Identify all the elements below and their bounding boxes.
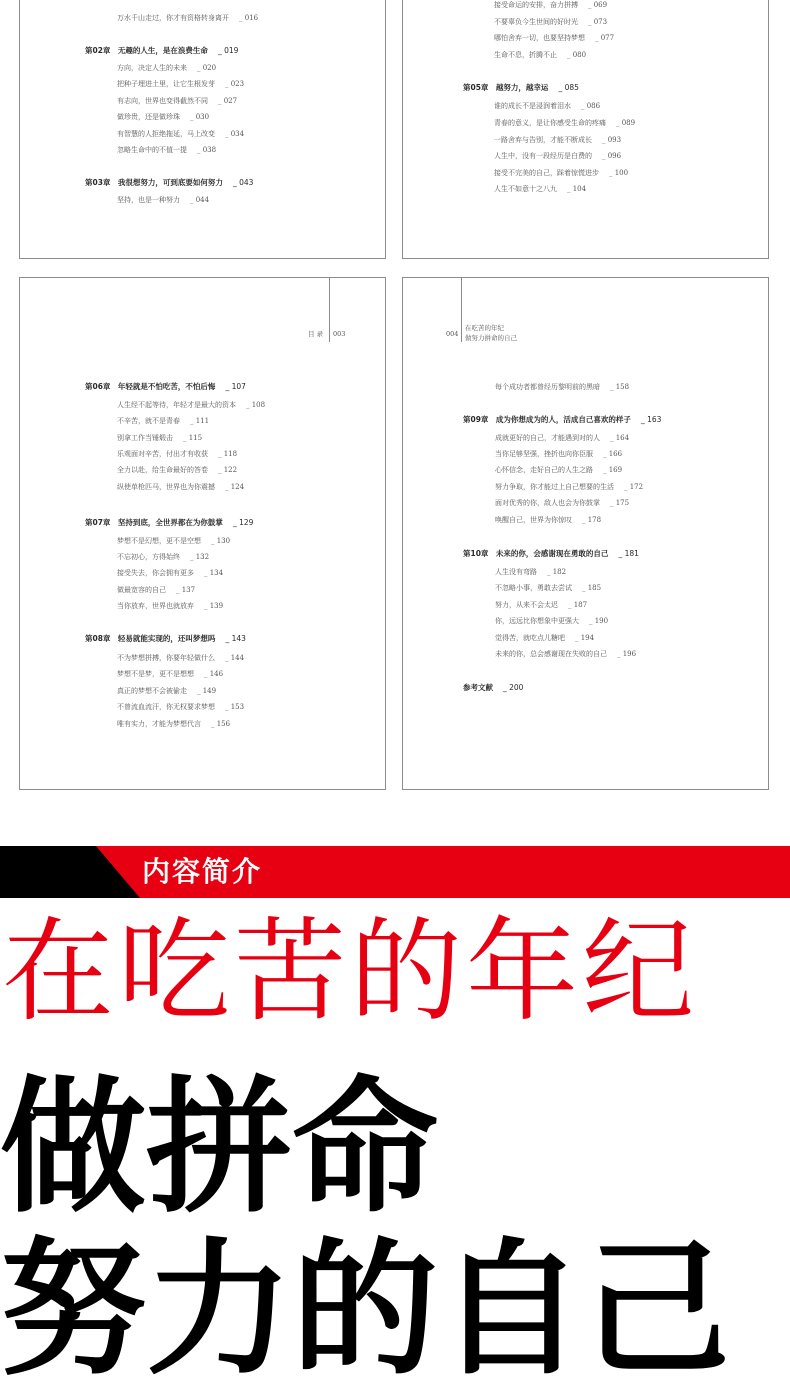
entry-page-number: _ 149 <box>197 687 217 695</box>
entry-page-number: _ 153 <box>225 703 245 711</box>
toc-entry <box>117 552 209 562</box>
entry-page-number: _ 122 <box>218 466 238 474</box>
entry-title: 乐观面对辛苦，付出才有收获 <box>117 450 208 458</box>
chapter-heading <box>85 382 246 392</box>
entry-title: 接受不完美的自己，踩着惊慌进步 <box>494 169 599 177</box>
headline-line-1: 在吃苦的年纪 <box>2 907 698 1037</box>
entry-title: 成就更好的自己，才能遇到对的人 <box>495 434 600 442</box>
entry-title: 人生经不起等待，年轻才是最大的资本 <box>117 401 236 409</box>
entry-title: 青春的意义，是让你感受生命的疼痛 <box>494 119 606 127</box>
entry-title: 面对优秀的你，敌人也会为你鼓掌 <box>495 499 600 507</box>
entry-title: 方向，决定人生的未来 <box>117 64 187 72</box>
entry-title: 做最宽容的自己 <box>117 586 166 594</box>
entry-title: 第03章 我很想努力，可到底要如何努力 <box>85 178 223 187</box>
entry-title: 第10章 未来的你，会感谢现在勇敢的自己 <box>463 549 609 558</box>
entry-title: 真正的梦想不会被偷走 <box>117 687 187 695</box>
entry-page-number: _ 023 <box>225 80 245 88</box>
toc-entry <box>117 536 230 546</box>
toc-entry <box>117 400 265 410</box>
entry-page-number: _ 164 <box>610 434 630 442</box>
entry-title: 当你足够坚强，挫折也向你臣服 <box>495 450 593 458</box>
toc-entry <box>117 416 209 426</box>
entry-title: 哪怕舍弃一切，也要坚持梦想 <box>494 34 585 42</box>
toc-entry <box>494 118 635 128</box>
entry-page-number: _ 016 <box>239 14 259 22</box>
banner-title: 内容简介 <box>142 855 263 888</box>
entry-title: 人生中，没有一段经历是白费的 <box>494 152 592 160</box>
toc-entry <box>494 151 621 161</box>
toc-entry <box>495 449 622 459</box>
toc-entry <box>495 567 566 577</box>
entry-title: 未来的你，总会感谢现在失败的自己 <box>495 650 607 658</box>
entry-title: 第02章 无趣的人生，是在浪费生命 <box>85 46 208 55</box>
entry-page-number: _ 107 <box>225 382 246 391</box>
toc-entry <box>495 433 629 443</box>
entry-page-number: _ 132 <box>190 553 210 561</box>
references-entry <box>463 683 523 693</box>
entry-title: 有智慧的人拒绝拖延，马上改变 <box>117 130 215 138</box>
headline-line-2: 做拼命 <box>0 1063 438 1233</box>
entry-title: 第08章 轻易就能实现的，还叫梦想吗 <box>85 634 216 643</box>
entry-title: 接受命运的安排，奋力拼搏 <box>494 1 578 9</box>
toc-entry <box>117 585 195 595</box>
toc-entry <box>117 433 202 443</box>
entry-title: 当你放弃，世界也就放弃 <box>117 602 194 610</box>
toc-entry <box>494 135 621 145</box>
entry-page-number: _ 172 <box>624 483 644 491</box>
toc-entry <box>494 168 628 178</box>
entry-page-number: _ 073 <box>588 18 608 26</box>
entry-page-number: _ 194 <box>575 634 595 642</box>
toc-entry <box>117 13 258 23</box>
entry-page-number: _ 139 <box>204 602 224 610</box>
page-header-number: 003 <box>333 330 346 338</box>
toc-entry <box>495 616 608 626</box>
chapter-heading <box>85 518 253 528</box>
entry-page-number: _ 146 <box>204 670 224 678</box>
entry-title: 第05章 越努力，越幸运 <box>463 83 549 92</box>
entry-title: 不忘初心，方得始终 <box>117 553 180 561</box>
entry-page-number: _ 044 <box>190 196 210 204</box>
toc-entry <box>117 601 223 611</box>
entry-title: 梦想不是幻想，更不是空想 <box>117 537 201 545</box>
entry-title: 第09章 成为你想成为的人，活成自己喜欢的样子 <box>463 415 631 424</box>
entry-title: 万水千山走过，你才有资格转身离开 <box>117 14 229 22</box>
toc-entry <box>117 702 244 712</box>
toc-page-1 <box>19 0 386 259</box>
entry-title: 不辛苦，就不是青春 <box>117 417 180 425</box>
entry-title: 第07章 坚持到底，全世界都在为你鼓掌 <box>85 518 223 527</box>
entry-page-number: _ 020 <box>197 64 217 72</box>
toc-entry <box>117 63 216 73</box>
chapter-heading <box>85 178 253 188</box>
entry-page-number: _ 166 <box>603 450 623 458</box>
headline-line-3: 努力的自己 <box>0 1225 730 1395</box>
entry-title: 努力争取，你才能过上自己想要的生活 <box>495 483 614 491</box>
entry-title: 不忽略小事，勇敢去尝试 <box>495 584 572 592</box>
entry-page-number: _ 093 <box>602 136 622 144</box>
toc-entry <box>117 129 244 139</box>
entry-page-number: _ 124 <box>225 483 245 491</box>
toc-entry <box>117 719 230 729</box>
entry-page-number: _ 137 <box>176 586 196 594</box>
entry-title: 唤醒自己，世界为你惊叹 <box>495 516 572 524</box>
toc-entry <box>117 145 216 155</box>
entry-page-number: _ 158 <box>610 383 630 391</box>
section-banner <box>0 846 790 898</box>
entry-title: 人生不如意十之八九 <box>494 185 557 193</box>
page-header-label: 目 录 <box>308 330 324 338</box>
entry-page-number: _ 190 <box>589 617 609 625</box>
page-header-book-title: 在吃苦的年纪 <box>465 324 504 332</box>
entry-page-number: _ 019 <box>217 46 239 55</box>
entry-title: 参考文献 <box>463 683 493 692</box>
entry-title: 人生没有弯路 <box>495 568 537 576</box>
toc-entry <box>117 653 244 663</box>
entry-title: 一路舍弃与告别，才能不断成长 <box>494 136 592 144</box>
entry-title: 做珍贵，还是做珍珠 <box>117 113 180 121</box>
toc-entry <box>494 184 586 194</box>
entry-title: 忽略生命中的不值一提 <box>117 146 187 154</box>
entry-title: 心怀信念，走好自己的人生之路 <box>495 466 593 474</box>
toc-entry <box>494 17 607 27</box>
entry-page-number: _ 196 <box>617 650 637 658</box>
toc-entry <box>495 583 601 593</box>
chapter-heading <box>85 46 238 56</box>
toc-entry <box>117 482 244 492</box>
toc-entry <box>117 669 223 679</box>
entry-title: 第06章 年轻就是不怕吃苦，不怕后悔 <box>85 382 216 391</box>
page-header-number: 004 <box>446 330 459 338</box>
entry-page-number: _ 100 <box>609 169 629 177</box>
toc-entry <box>495 600 587 610</box>
entry-title: 全力以赴，给生命最好的答卷 <box>117 466 208 474</box>
entry-page-number: _ 182 <box>547 568 567 576</box>
toc-entry <box>495 382 629 392</box>
toc-page-3 <box>19 277 386 790</box>
page-header-book-subtitle: 做努力拼命的自己 <box>465 334 517 342</box>
entry-page-number: _ 085 <box>558 83 579 92</box>
toc-entry <box>117 79 244 89</box>
chapter-heading <box>463 415 661 425</box>
entry-page-number: _ 077 <box>595 34 615 42</box>
entry-page-number: _ 069 <box>588 1 608 9</box>
toc-entry <box>494 33 614 43</box>
entry-page-number: _ 115 <box>183 434 203 442</box>
entry-page-number: _ 178 <box>582 516 602 524</box>
entry-page-number: _ 096 <box>602 152 622 160</box>
entry-title: 生命不息，折腾不止 <box>494 51 557 59</box>
toc-entry <box>494 101 600 111</box>
entry-title: 每个成功者都曾经历黎明前的黑暗 <box>495 383 600 391</box>
entry-title: 觉得苦，就吃点儿糖吧 <box>495 634 565 642</box>
entry-page-number: _ 163 <box>640 415 662 424</box>
entry-page-number: _ 134 <box>204 569 224 577</box>
toc-entry <box>495 515 601 525</box>
entry-title: 唯有实力，才能为梦想代言 <box>117 720 201 728</box>
entry-page-number: _ 156 <box>211 720 231 728</box>
entry-page-number: _ 144 <box>225 654 245 662</box>
chapter-heading <box>463 83 579 93</box>
toc-entry <box>495 649 636 659</box>
toc-entry <box>495 482 643 492</box>
entry-page-number: _ 027 <box>218 97 238 105</box>
toc-entry <box>117 112 209 122</box>
entry-page-number: _ 185 <box>582 584 602 592</box>
entry-page-number: _ 118 <box>218 450 238 458</box>
header-divider <box>329 278 330 342</box>
entry-page-number: _ 108 <box>246 401 266 409</box>
toc-entry <box>117 195 209 205</box>
entry-page-number: _ 104 <box>567 185 587 193</box>
toc-page-4 <box>402 277 769 790</box>
entry-title: 不曾流血流汗，你无权要求梦想 <box>117 703 215 711</box>
entry-title: 别拿工作当锤煅击 <box>117 434 173 442</box>
entry-title: 坚持，也是一种努力 <box>117 196 180 204</box>
entry-page-number: _ 169 <box>603 466 623 474</box>
entry-title: 谁的成长不是浸润着泪水 <box>494 102 571 110</box>
entry-title: 你，远远比你想象中更强大 <box>495 617 579 625</box>
entry-page-number: _ 080 <box>567 51 587 59</box>
entry-title: 接受失去，你会拥有更多 <box>117 569 194 577</box>
entry-page-number: _ 181 <box>618 549 639 558</box>
toc-entry <box>117 449 237 459</box>
entry-page-number: _ 111 <box>190 417 210 425</box>
entry-page-number: _ 034 <box>225 130 245 138</box>
toc-entry <box>495 633 594 643</box>
banner-black-wedge <box>0 846 140 898</box>
entry-title: 有志向，世界也变得截然不同 <box>117 97 208 105</box>
entry-page-number: _ 200 <box>503 683 524 692</box>
entry-title: 把种子埋进土里，让它生根发芽 <box>117 80 215 88</box>
entry-title: 纵使单枪匹马，世界也为你震撼 <box>117 483 215 491</box>
toc-entry <box>117 465 237 475</box>
chapter-heading <box>85 634 246 644</box>
entry-page-number: _ 043 <box>232 178 254 187</box>
entry-title: 不为梦想拼搏，你要年轻做什么 <box>117 654 215 662</box>
entry-page-number: _ 030 <box>190 113 210 121</box>
toc-entry <box>495 498 629 508</box>
entry-page-number: _ 038 <box>197 146 217 154</box>
toc-entry <box>494 0 607 10</box>
entry-title: 努力，从来不会太迟 <box>495 601 558 609</box>
toc-entry <box>117 686 216 696</box>
chapter-heading <box>463 549 639 559</box>
toc-entry <box>495 465 622 475</box>
toc-page-2 <box>402 0 769 259</box>
entry-title: 不要辜负今生世间的好时光 <box>494 18 578 26</box>
toc-entry <box>117 568 223 578</box>
entry-page-number: _ 129 <box>232 518 254 527</box>
entry-page-number: _ 143 <box>225 634 246 643</box>
toc-entry <box>117 96 237 106</box>
entry-title: 梦想不是梦，更不是想想 <box>117 670 194 678</box>
header-divider <box>461 278 462 342</box>
entry-page-number: _ 089 <box>616 119 636 127</box>
entry-page-number: _ 086 <box>581 102 601 110</box>
entry-page-number: _ 187 <box>568 601 588 609</box>
entry-page-number: _ 130 <box>211 537 231 545</box>
entry-page-number: _ 175 <box>610 499 630 507</box>
toc-entry <box>494 50 586 60</box>
